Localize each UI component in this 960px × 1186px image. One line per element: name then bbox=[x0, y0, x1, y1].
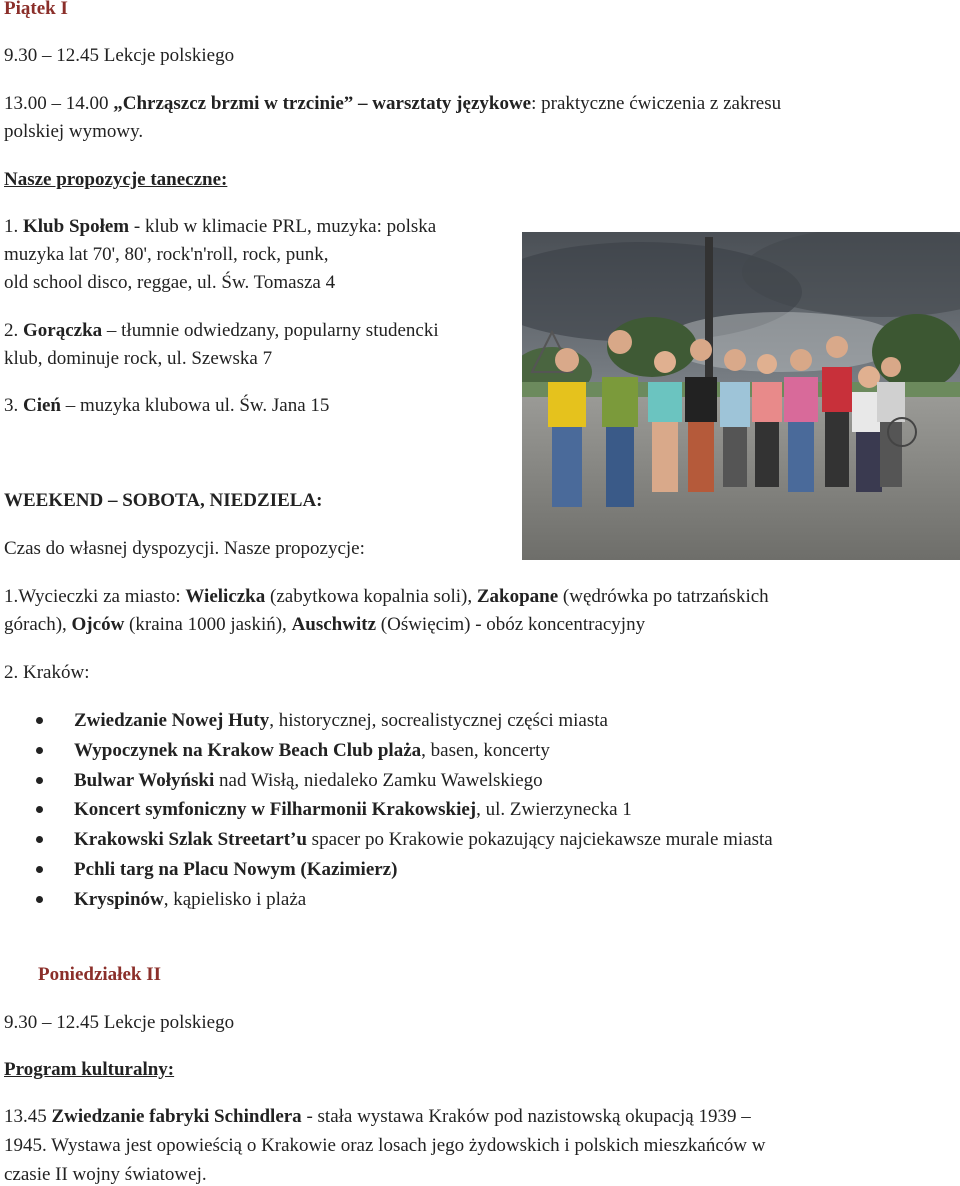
club-name: Klub Społem bbox=[23, 216, 130, 237]
krakow-heading: 2. Kraków: bbox=[4, 662, 90, 683]
list-item: Kryspinów, kąpielisko i plaża bbox=[36, 887, 773, 917]
club-desc: klub, dominuje rock, ul. Szewska 7 bbox=[4, 348, 273, 369]
bullet-icon bbox=[36, 836, 43, 843]
time: 13.45 bbox=[4, 1106, 47, 1127]
section-heading-program: Program kulturalny: bbox=[4, 1059, 175, 1080]
workshop-title: „Chrząszcz brzmi w trzcinie” – warsztaty językowe bbox=[113, 93, 532, 114]
workshop-desc-cont: polskiej wymowy. bbox=[4, 121, 144, 142]
krakow-list bbox=[36, 708, 773, 917]
activity: Lekcje polskiego bbox=[103, 1012, 235, 1033]
bullet-icon bbox=[36, 717, 43, 724]
time: 13.00 – 14.00 bbox=[4, 93, 109, 114]
trip-place: Ojców bbox=[71, 614, 125, 635]
trip-place: Zakopane bbox=[476, 586, 559, 607]
bullet-icon bbox=[36, 806, 43, 813]
group-photo bbox=[522, 232, 960, 560]
list-item: Pchli targ na Placu Nowym (Kazimierz) bbox=[36, 857, 773, 887]
program-title: Zwiedzanie fabryki Schindlera bbox=[51, 1106, 302, 1127]
program-line: 13.45 Zwiedzanie fabryki Schindlera - stała wystawa Kraków pod nazistowską okupacją 1939 – bbox=[4, 1106, 751, 1127]
club-item: 2. Gorączka – tłumnie odwiedzany, popularny studencki bbox=[4, 320, 439, 341]
group-photo-icon bbox=[522, 232, 960, 560]
club-item: 3. Cień – muzyka klubowa ul. Św. Jana 15 bbox=[4, 395, 330, 416]
list-item: Wypoczynek na Krakow Beach Club plaża, basen, koncerty bbox=[36, 738, 773, 768]
program-desc: 1945. Wystawa jest opowieścią o Krakowie oraz losach jego żydowskich i polskich mieszkańców w bbox=[4, 1135, 766, 1156]
section-heading-weekend: WEEKEND – SOBOTA, NIEDZIELA: bbox=[4, 490, 323, 511]
schedule-line bbox=[4, 45, 234, 67]
trips-line: 1.Wycieczki za miasto: Wieliczka (zabytkowa kopalnia soli), Zakopane (wędrówka po tatrzańskich bbox=[4, 586, 769, 607]
club-item: 1. Klub Społem - klub w klimacie PRL, muzyka: polska bbox=[4, 216, 437, 237]
list-item: Koncert symfoniczny w Filharmonii Krakowskiej, ul. Zwierzynecka 1 bbox=[36, 797, 773, 827]
club-name: Gorączka bbox=[23, 320, 103, 341]
day-heading-friday: Piątek I bbox=[4, 0, 68, 19]
list-item: Zwiedzanie Nowej Huty, historycznej, socrealistycznej części miasta bbox=[36, 708, 773, 738]
section-heading-dance: Nasze propozycje taneczne: bbox=[4, 169, 228, 190]
time: 9.30 – 12.45 bbox=[4, 1012, 99, 1033]
activity: Lekcje polskiego bbox=[103, 45, 235, 66]
trip-place: Auschwitz bbox=[291, 614, 377, 635]
club-name: Cień bbox=[23, 395, 61, 416]
club-desc: old school disco, reggae, ul. Św. Tomasza 4 bbox=[4, 272, 336, 293]
program-desc: czasie II wojny światowej. bbox=[4, 1164, 207, 1185]
schedule-line bbox=[4, 93, 781, 115]
bullet-icon bbox=[36, 896, 43, 903]
time: 9.30 – 12.45 bbox=[4, 45, 99, 66]
club-desc: muzyka lat 70', 80', rock'n'roll, rock, punk, bbox=[4, 244, 329, 265]
weekend-intro: Czas do własnej dyspozycji. Nasze propozycje: bbox=[4, 538, 365, 559]
workshop-desc: : praktyczne ćwiczenia z zakresu bbox=[531, 93, 782, 114]
list-item: Krakowski Szlak Streetart’u spacer po Krakowie pokazujący najciekawsze murale miasta bbox=[36, 827, 773, 857]
schedule-line bbox=[4, 1012, 234, 1034]
day-heading-monday: Poniedziałek II bbox=[38, 964, 161, 985]
list-item: Bulwar Wołyński nad Wisłą, niedaleko Zamku Wawelskiego bbox=[36, 768, 773, 798]
bullet-icon bbox=[36, 866, 43, 873]
bullet-icon bbox=[36, 747, 43, 754]
bullet-icon bbox=[36, 777, 43, 784]
trips-line: górach), Ojców (kraina 1000 jaskiń), Auschwitz (Oświęcim) - obóz koncentracyjny bbox=[4, 614, 646, 635]
trip-place: Wieliczka bbox=[185, 586, 266, 607]
